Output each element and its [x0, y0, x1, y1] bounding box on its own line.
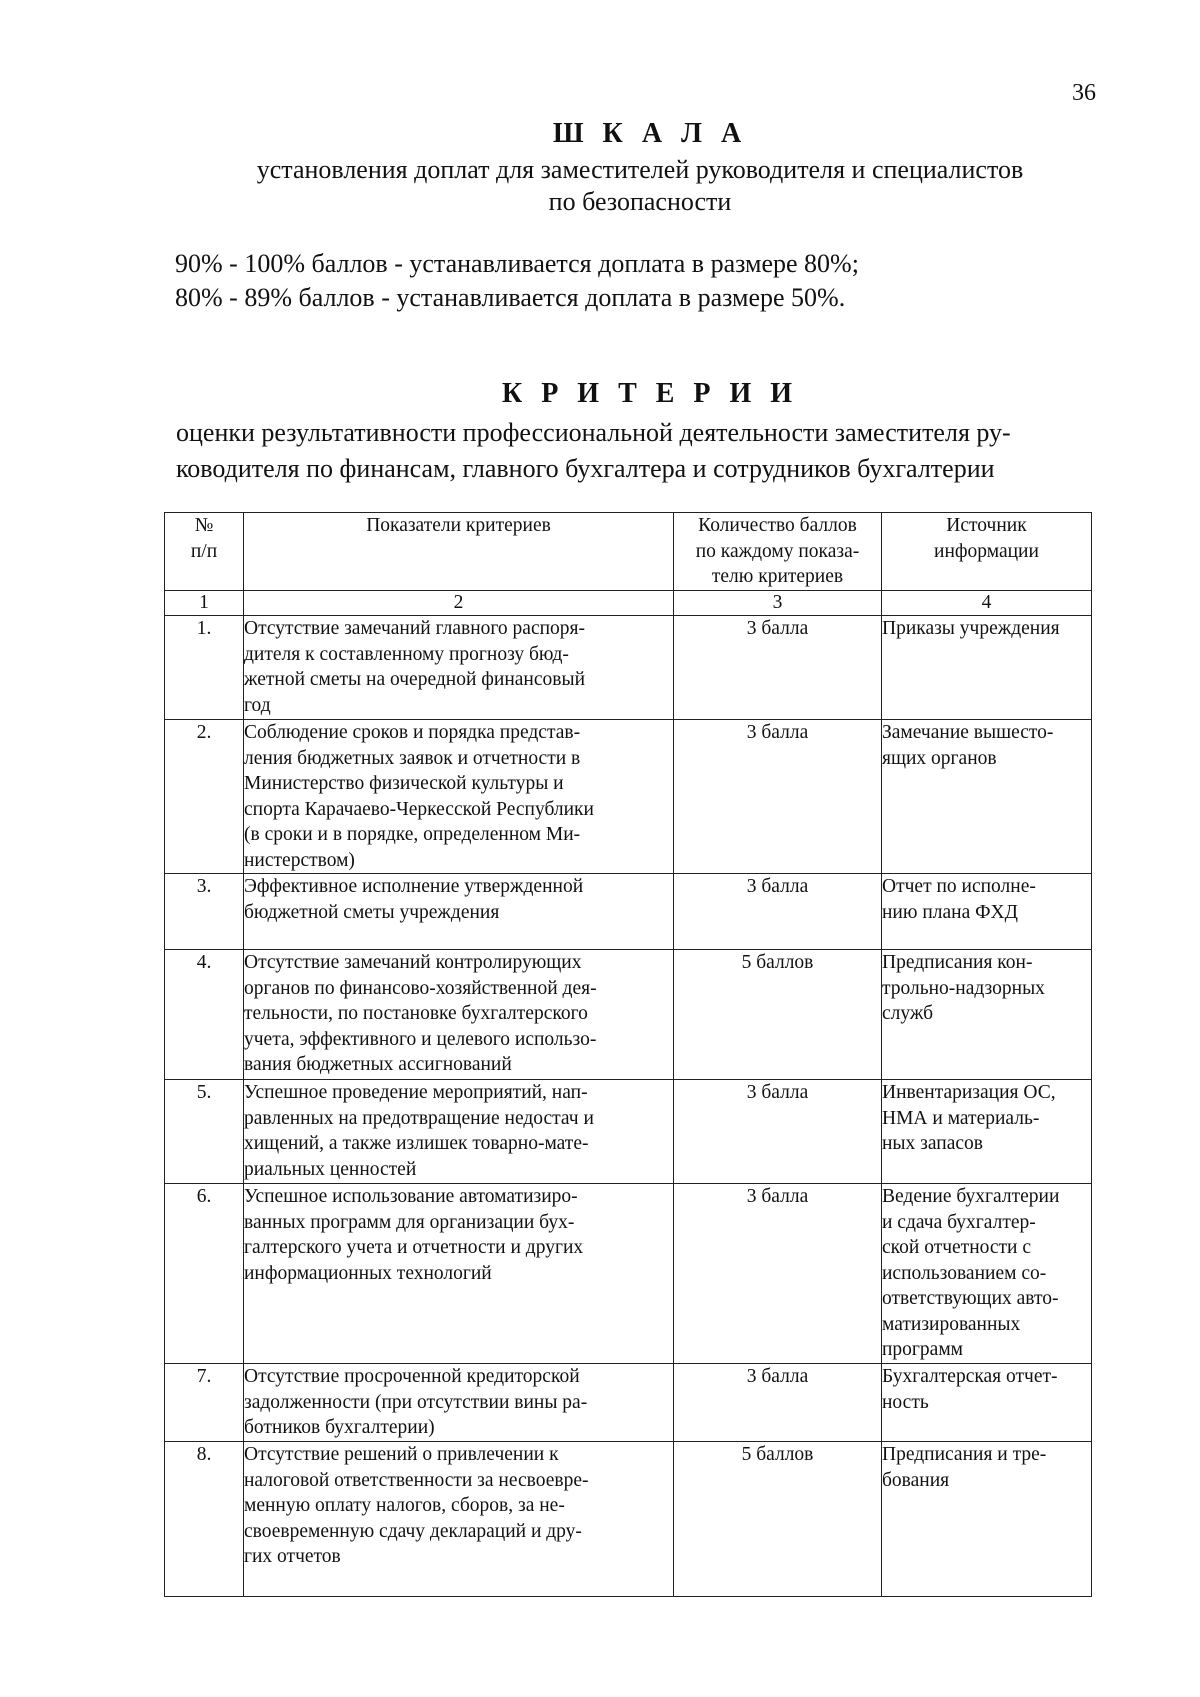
- scale-rule: 80% - 89% баллов - устанавливается доплата в размере 50%.: [175, 283, 846, 312]
- table-row: [165, 720, 1092, 874]
- indicator-line: год: [244, 694, 271, 716]
- header-num: [165, 513, 244, 591]
- row-source: [882, 1080, 1092, 1184]
- table-row: [165, 874, 1092, 950]
- row-points: 3 балла: [674, 1080, 882, 1184]
- row-indicator: [244, 616, 674, 720]
- row-source: [882, 720, 1092, 874]
- column-number: 1: [165, 591, 244, 616]
- header-source-line: информации: [934, 540, 1039, 562]
- source-line: Ведение бухгалтерии: [882, 1186, 1060, 1207]
- indicator-line: Отсутствие просроченной кредиторской: [244, 1366, 580, 1387]
- source-line: Бухгалтерская отчет-: [882, 1366, 1058, 1387]
- source-line: ящих органов: [882, 747, 997, 769]
- source-line: матизированных: [882, 1313, 1021, 1335]
- indicator-line: информационных технологий: [244, 1262, 492, 1284]
- scale-rule: 90% - 100% баллов - устанавливается доплата в размере 80%;: [175, 249, 859, 278]
- indicator-line: органов по финансово-хозяйственной дея-: [244, 977, 597, 999]
- indicator-line: Отсутствие замечаний контролирующих: [244, 952, 582, 973]
- scale-subtitle: [180, 154, 1100, 218]
- indicator-line: задолженности (при отсутствии вины ра-: [244, 1391, 588, 1413]
- source-line: программ: [882, 1339, 964, 1360]
- source-line: НМА и материаль-: [882, 1107, 1040, 1129]
- row-indicator: [244, 950, 674, 1080]
- indicator-line: Отсутствие замечаний главного распоря-: [244, 618, 585, 639]
- source-line: служб: [882, 1003, 934, 1024]
- indicator-line: налоговой ответственности за несвоевре-: [244, 1469, 589, 1491]
- indicator-line: ления бюджетных заявок и отчетности в: [244, 747, 581, 769]
- source-line: Приказы учреждения: [882, 618, 1060, 639]
- source-line: ответствующих авто-: [882, 1288, 1059, 1309]
- row-number: 2.: [165, 720, 244, 874]
- source-line: ность: [882, 1391, 929, 1413]
- row-source: [882, 616, 1092, 720]
- header-source-line: Источник: [946, 515, 1027, 536]
- row-indicator: [244, 1442, 674, 1597]
- page-number: 36: [1072, 80, 1096, 106]
- row-points: 5 баллов: [674, 950, 882, 1080]
- criteria-subtitle-line: оценки результативности профессиональной деятельности заместителя ру-: [176, 418, 1011, 447]
- source-line: Отчет по исполне-: [882, 876, 1036, 897]
- row-points: 3 балла: [674, 874, 882, 950]
- indicator-line: нистерством): [244, 849, 355, 871]
- row-number: 5.: [165, 1080, 244, 1184]
- indicator-line: Успешное использование автоматизиро-: [244, 1186, 578, 1207]
- table-row: [165, 616, 1092, 720]
- header-num-line: п/п: [190, 540, 218, 562]
- source-line: Замечание вышесто-: [882, 722, 1054, 743]
- row-indicator: [244, 874, 674, 950]
- row-source: [882, 874, 1092, 950]
- source-line: Предписания и тре-: [882, 1444, 1047, 1465]
- indicator-line: равленных на предотвращение недостач и: [244, 1107, 594, 1129]
- column-number: 3: [674, 591, 882, 616]
- scale-subtitle-line: установления доплат для заместителей руководителя и специалистов: [256, 155, 1024, 184]
- indicator-line: Соблюдение сроков и порядка представ-: [244, 722, 581, 743]
- source-line: бования: [882, 1469, 950, 1491]
- source-line: трольно-надзорных: [882, 977, 1045, 999]
- indicator-line: менную оплату налогов, сборов, за не-: [244, 1495, 565, 1516]
- indicator-line: галтерского учета и отчетности и других: [244, 1237, 584, 1258]
- header-indicator: Показатели критериев: [244, 513, 674, 591]
- indicator-line: Эффективное исполнение утвержденной: [244, 876, 584, 897]
- indicator-line: спорта Карачаево-Черкесской Республики: [244, 798, 594, 820]
- indicator-line: ванных программ для организации бух-: [244, 1211, 575, 1233]
- indicator-line: учета, эффективного и целевого использо-: [244, 1028, 597, 1050]
- header-points-line: Количество баллов: [698, 515, 857, 536]
- header-num-line: №: [194, 515, 214, 536]
- column-number: 2: [244, 591, 674, 616]
- row-number: 7.: [165, 1364, 244, 1442]
- scale-rules: [175, 247, 859, 315]
- row-number: 1.: [165, 616, 244, 720]
- source-line: Предписания кон-: [882, 952, 1033, 973]
- criteria-table: [164, 512, 1092, 1597]
- criteria-title: К Р И Т Е Р И И: [501, 378, 799, 409]
- row-source: [882, 950, 1092, 1080]
- source-line: использованием со-: [882, 1262, 1047, 1284]
- row-source: [882, 1364, 1092, 1442]
- header-points: [674, 513, 882, 591]
- row-source: [882, 1442, 1092, 1597]
- row-points: 3 балла: [674, 1364, 882, 1442]
- source-line: Инвентаризация ОС,: [882, 1082, 1056, 1103]
- source-line: ской отчетности с: [882, 1237, 1032, 1258]
- header-source: [882, 513, 1092, 591]
- indicator-line: Отсутствие решений о привлечении к: [244, 1444, 559, 1465]
- row-number: 4.: [165, 950, 244, 1080]
- indicator-line: риальных ценностей: [244, 1158, 417, 1180]
- indicator-line: дителя к составленному прогнозу бюд-: [244, 643, 569, 665]
- indicator-line: гих отчетов: [244, 1546, 341, 1567]
- row-points: 3 балла: [674, 616, 882, 720]
- indicator-line: вания бюджетных ассигнований: [244, 1054, 512, 1075]
- indicator-line: (в сроки и в порядке, определенном Ми-: [244, 824, 581, 845]
- criteria-subtitle: [176, 415, 1096, 487]
- criteria-subtitle-line: ководителя по финансам, главного бухгалтера и сотрудников бухгалтерии: [176, 454, 995, 483]
- row-indicator: [244, 720, 674, 874]
- source-line: нию плана ФХД: [882, 901, 1018, 923]
- header-points-line: телю критериев: [711, 566, 844, 587]
- indicator-line: Министерство физической культуры и: [244, 773, 564, 794]
- table-header-row: [165, 513, 1092, 591]
- row-number: 8.: [165, 1442, 244, 1597]
- row-indicator: [244, 1080, 674, 1184]
- row-number: 6.: [165, 1184, 244, 1364]
- indicator-line: жетной сметы на очередной финансовый: [244, 669, 586, 690]
- indicator-line: ботников бухгалтерии): [244, 1417, 435, 1438]
- row-number: 3.: [165, 874, 244, 950]
- column-number: 4: [882, 591, 1092, 616]
- table-row: [165, 950, 1092, 1080]
- row-points: 3 балла: [674, 1184, 882, 1364]
- row-points: 3 балла: [674, 720, 882, 874]
- scale-subtitle-line: по безопасности: [548, 187, 732, 216]
- table-row: [165, 1364, 1092, 1442]
- row-source: [882, 1184, 1092, 1364]
- indicator-line: бюджетной сметы учреждения: [244, 901, 500, 923]
- scale-title: Ш К А Л А: [552, 118, 748, 149]
- indicator-line: Успешное проведение мероприятий, нап-: [244, 1082, 588, 1103]
- row-indicator: [244, 1184, 674, 1364]
- indicator-line: хищений, а также излишек товарно-мате-: [244, 1133, 589, 1154]
- row-points: 5 баллов: [674, 1442, 882, 1597]
- row-indicator: [244, 1364, 674, 1442]
- table-row: [165, 1442, 1092, 1597]
- table-row: [165, 1184, 1092, 1364]
- indicator-line: своевременную сдачу деклараций и дру-: [244, 1520, 582, 1542]
- source-line: и сдача бухгалтер-: [882, 1211, 1036, 1233]
- column-number-row: [165, 591, 1092, 616]
- table-row: [165, 1080, 1092, 1184]
- source-line: ных запасов: [882, 1133, 983, 1154]
- header-points-line: по каждому показа-: [695, 540, 860, 562]
- indicator-line: тельности, по постановке бухгалтерского: [244, 1003, 588, 1024]
